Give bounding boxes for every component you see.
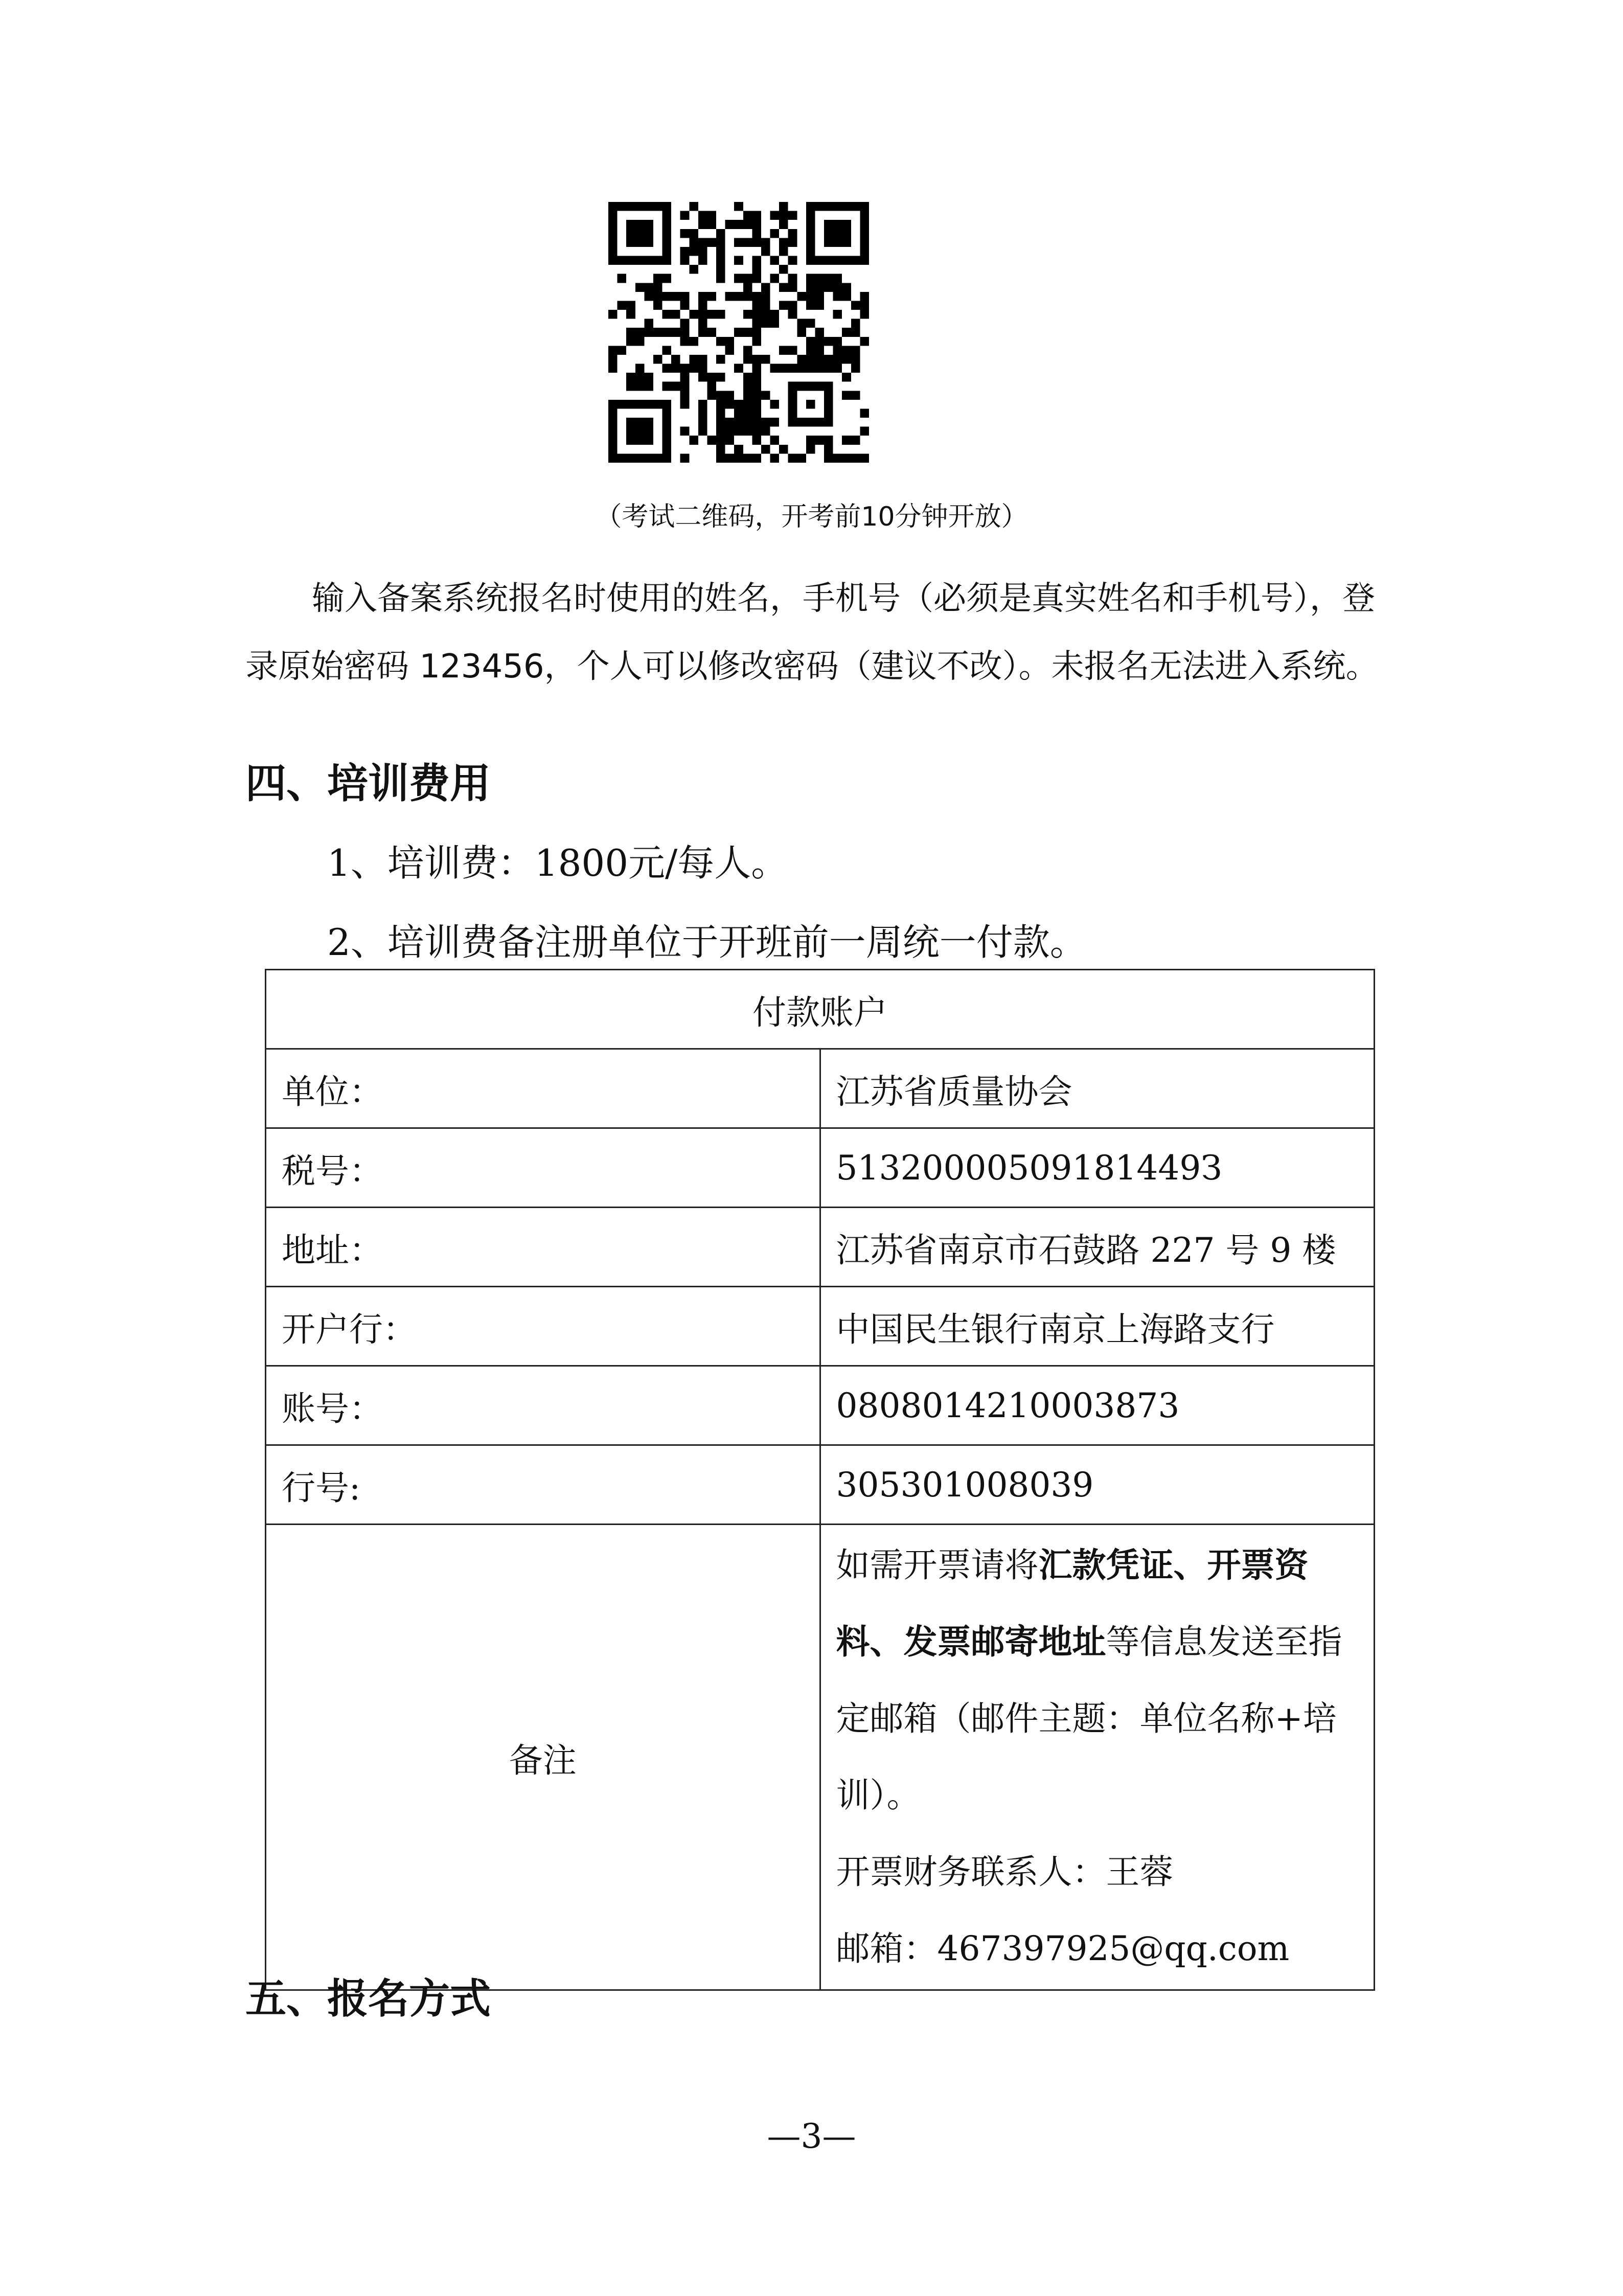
exam-qr-code[interactable]: [608, 202, 869, 463]
table-row: [266, 1366, 1375, 1445]
row-label-address: 地址：: [266, 1208, 820, 1287]
remark-seg-1: 如需开票请将: [836, 1545, 1039, 1585]
row-value-bank: 中国民生银行南京上海路支行: [820, 1287, 1375, 1366]
table-row: [266, 1445, 1375, 1525]
table-row: [266, 1208, 1375, 1287]
qr-caption: （考试二维码，开考前10分钟开放）: [595, 502, 1028, 532]
table-row: [266, 1049, 1375, 1128]
remark-email[interactable]: 邮箱：467397925@qq.com: [836, 1929, 1290, 1968]
row-value-bank-code: 305301008039: [820, 1445, 1375, 1525]
table-row: [266, 1287, 1375, 1366]
row-value-address: 江苏省南京市石鼓路 227 号 9 楼: [820, 1208, 1375, 1287]
remark-contact: 开票财务联系人：王蓉: [836, 1852, 1174, 1892]
table-row: [266, 1128, 1375, 1208]
qr-code-icon: [608, 202, 869, 463]
remark-seg-2: 等信息发送至指定邮箱（邮件主题：单位名称+培训）。: [836, 1622, 1342, 1815]
remark-text: [820, 1525, 1375, 1990]
table-header-row: [266, 970, 1375, 1049]
row-label-account: 账号：: [266, 1366, 820, 1445]
row-value-account: 0808014210003873: [820, 1366, 1375, 1445]
page-number: —3—: [767, 2117, 856, 2156]
table-header: 付款账户: [266, 970, 1375, 1049]
row-label-unit: 单位：: [266, 1049, 820, 1128]
section-heading-registration: 五、报名方式: [245, 1975, 491, 2022]
payment-account-table: [265, 969, 1375, 1991]
table-row-remark: [266, 1525, 1375, 1990]
row-value-unit: 江苏省质量协会: [820, 1049, 1375, 1128]
section-heading-fees: 四、培训费用: [245, 760, 491, 807]
row-label-bank-code: 行号:: [266, 1445, 820, 1525]
fee-item-2: 2、培训费备注册单位于开班前一周统一付款。: [327, 921, 1087, 964]
row-label-bank: 开户行：: [266, 1287, 820, 1366]
row-label-remark: 备注: [266, 1525, 820, 1990]
remark-bold-docs: 汇款凭证、开票资料、发票邮寄地址: [836, 1545, 1309, 1662]
row-value-tax-id: 51320000509181449З: [820, 1128, 1375, 1208]
row-label-tax-id: 税号：: [266, 1128, 820, 1208]
fee-item-1: 1、培训费：1800元/每人。: [327, 842, 788, 884]
intro-paragraph: 输入备案系统报名时使用的姓名，手机号（必须是真实姓名和手机号），登录原始密码 123456，个人可以修改密码（建议不改）。未报名无法进入系统。: [245, 580, 1379, 686]
